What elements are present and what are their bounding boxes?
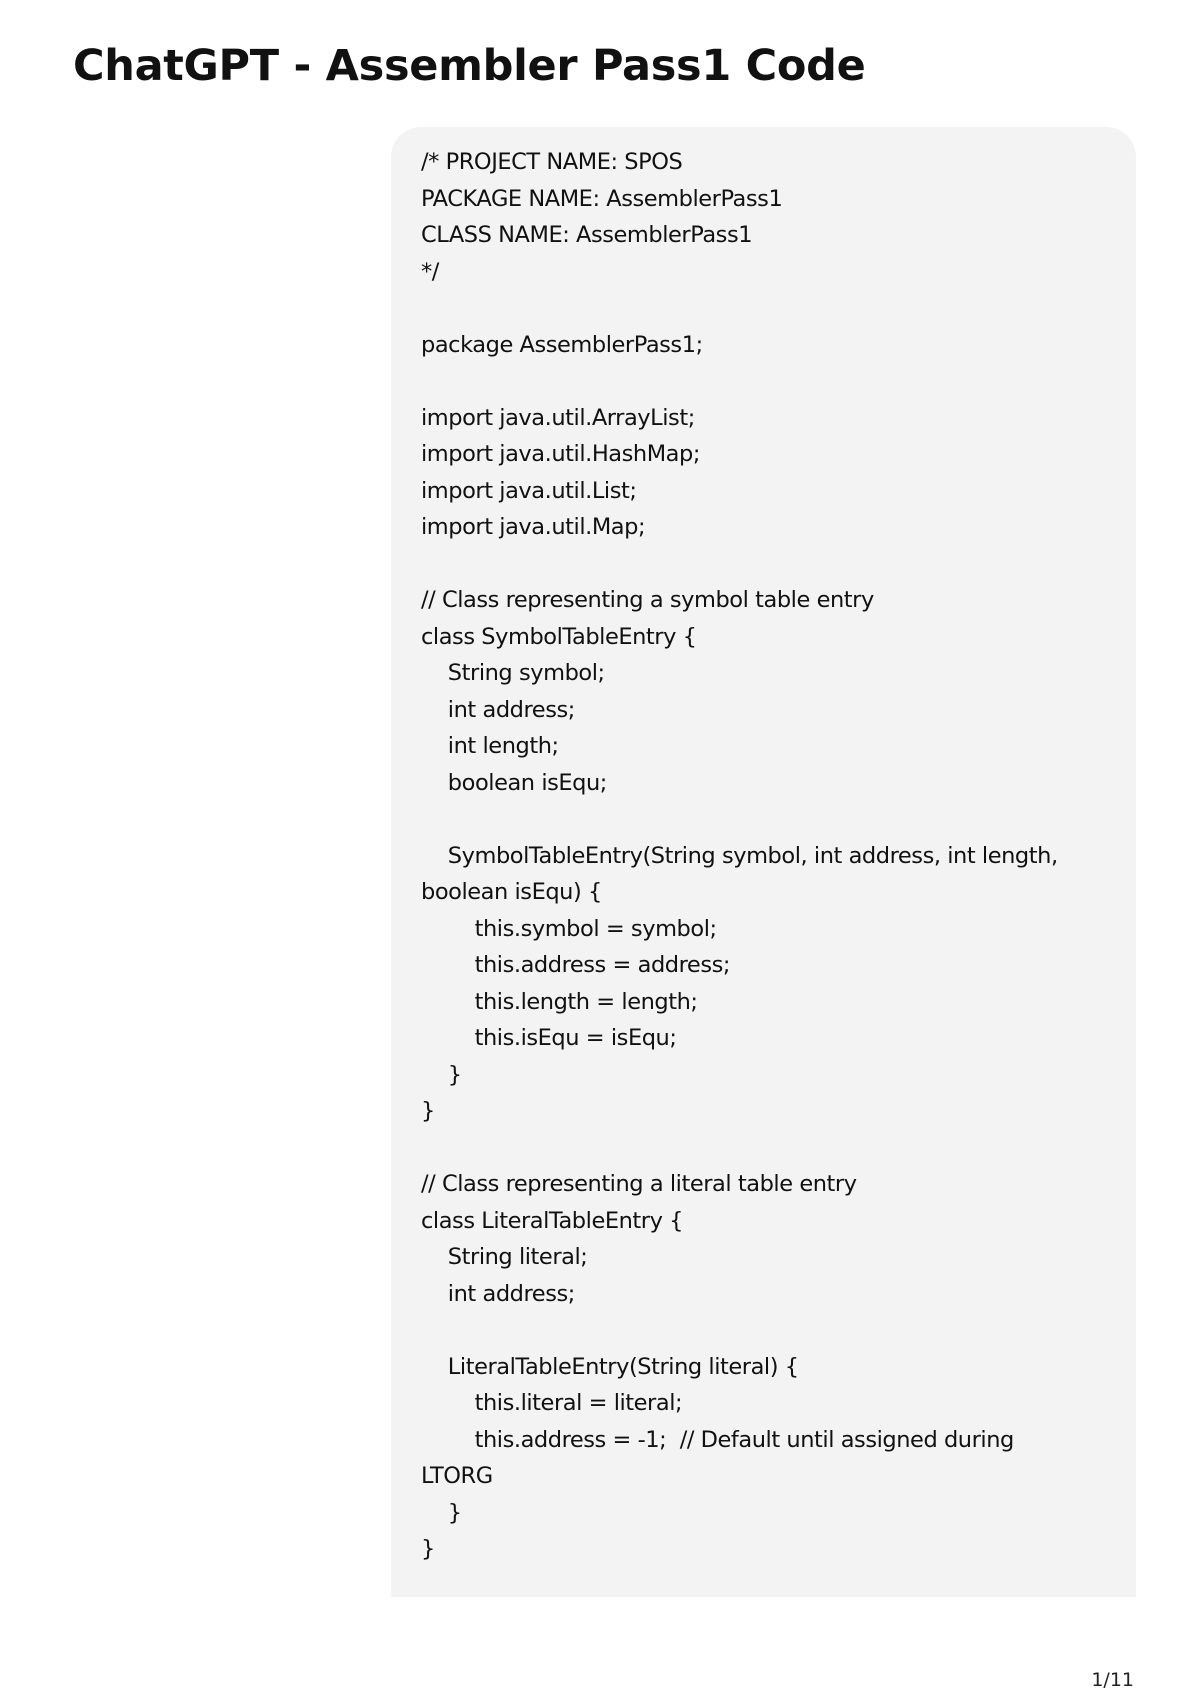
page-number: 1/11 — [1091, 1669, 1134, 1691]
code-line: int address; — [421, 1280, 575, 1307]
code-line: SymbolTableEntry(String symbol, int address, int length, — [421, 842, 1058, 869]
code-line: this.address = address; — [421, 952, 731, 978]
code-line — [421, 1312, 1112, 1349]
code-line: package AssemblerPass1; — [421, 331, 703, 358]
code-line — [421, 801, 1112, 838]
code-line: LiteralTableEntry(String literal) { — [421, 1353, 799, 1380]
code-line: this.address = -1; // Default until assigned during — [421, 1426, 1014, 1453]
page-title: ChatGPT - Assembler Pass1 Code — [73, 41, 866, 91]
code-line: import java.util.Map; — [421, 514, 646, 540]
code-line: int address; — [421, 696, 575, 723]
code-line: */ — [421, 258, 439, 285]
code-line: String literal; — [421, 1244, 588, 1270]
code-block — [421, 144, 1112, 1568]
code-line: boolean isEqu) { — [421, 879, 602, 905]
code-line: import java.util.List; — [421, 477, 637, 504]
code-line: } — [421, 1499, 462, 1526]
code-line: this.literal = literal; — [421, 1390, 683, 1416]
code-line: int length; — [421, 733, 559, 759]
code-line: LTORG — [421, 1463, 493, 1489]
code-line: // Class representing a literal table entry — [421, 1171, 857, 1197]
code-line: // Class representing a symbol table entry — [421, 587, 874, 613]
code-line: this.isEqu = isEqu; — [421, 1025, 677, 1051]
code-line: } — [421, 1536, 435, 1562]
code-line: CLASS NAME: AssemblerPass1 — [421, 222, 753, 248]
message-bubble — [391, 127, 1136, 1597]
code-line: PACKAGE NAME: AssemblerPass1 — [421, 185, 783, 212]
code-line: import java.util.ArrayList; — [421, 404, 695, 431]
code-line: /* PROJECT NAME: SPOS — [421, 149, 683, 175]
code-line: } — [421, 1061, 462, 1088]
code-line — [421, 1130, 1112, 1167]
code-line — [421, 546, 1112, 583]
code-line: this.length = length; — [421, 988, 698, 1015]
code-line: this.symbol = symbol; — [421, 915, 717, 942]
code-line: String symbol; — [421, 660, 605, 686]
code-line — [421, 290, 1112, 327]
code-line: boolean isEqu; — [421, 769, 607, 796]
code-line — [421, 363, 1112, 400]
code-line: } — [421, 1098, 435, 1124]
code-line: import java.util.HashMap; — [421, 441, 700, 467]
code-line: class LiteralTableEntry { — [421, 1207, 684, 1234]
code-line: class SymbolTableEntry { — [421, 623, 697, 650]
